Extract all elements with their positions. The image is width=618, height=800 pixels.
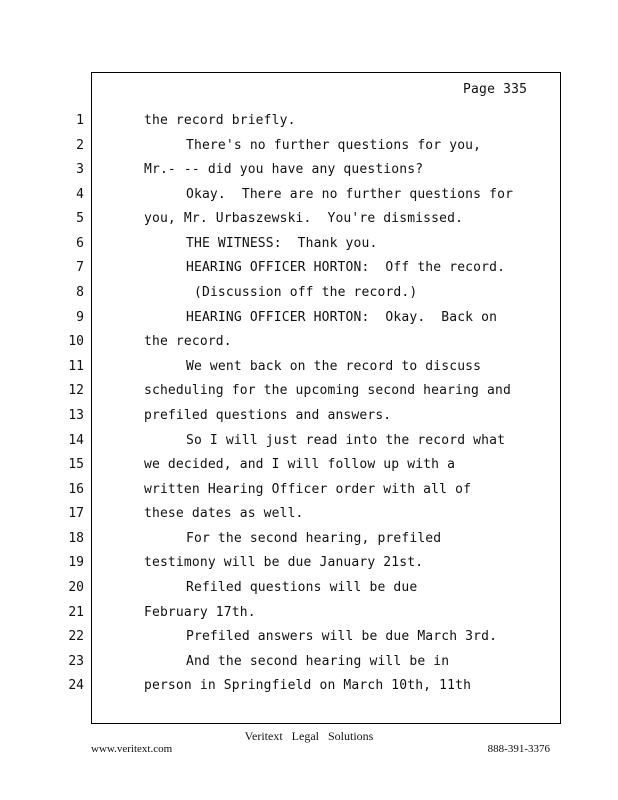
line-number: 10 (68, 334, 84, 349)
line-number: 17 (68, 506, 84, 521)
line-number: 18 (68, 531, 84, 546)
line-number: 20 (68, 580, 84, 595)
transcript-line: testimony will be due January 21st. (144, 555, 424, 570)
transcript-line: Refiled questions will be due (186, 580, 418, 595)
transcript-line: We went back on the record to discuss (186, 359, 482, 374)
transcript-line: So I will just read into the record what (186, 433, 506, 448)
transcript-line: And the second hearing will be in (186, 654, 450, 669)
line-number: 6 (76, 236, 84, 251)
line-number: 5 (76, 211, 84, 226)
line-number: 14 (68, 433, 84, 448)
transcript-line: February 17th. (144, 605, 256, 620)
footer-website: www.veritext.com (91, 743, 173, 755)
line-number: 21 (68, 605, 84, 620)
transcript-line: written Hearing Officer order with all of (144, 482, 472, 497)
footer-phone: 888-391-3376 (487, 743, 550, 755)
line-number: 16 (68, 482, 84, 497)
line-number: 23 (68, 654, 84, 669)
transcript-line: HEARING OFFICER HORTON: Off the record. (186, 260, 506, 275)
footer-company: Veritext Legal Solutions (244, 729, 374, 743)
transcript-line: THE WITNESS: Thank you. (186, 236, 378, 251)
line-number: 1 (76, 113, 84, 128)
transcript-line: we decided, and I will follow up with a (144, 457, 456, 472)
transcript-line: Prefiled answers will be due March 3rd. (186, 629, 498, 644)
line-number: 22 (68, 629, 84, 644)
line-number: 13 (68, 408, 84, 423)
line-number: 15 (68, 457, 84, 472)
transcript-line: For the second hearing, prefiled (186, 531, 442, 546)
transcript-line: (Discussion off the record.) (194, 285, 418, 300)
transcript-line: person in Springfield on March 10th, 11th (144, 678, 472, 693)
line-number: 12 (68, 383, 84, 398)
transcript-line: HEARING OFFICER HORTON: Okay. Back on (186, 310, 498, 325)
line-number: 3 (76, 162, 84, 177)
line-number: 11 (68, 359, 84, 374)
transcript-line: There's no further questions for you, (186, 138, 482, 153)
page-number: Page 335 (463, 82, 528, 97)
transcript-line: prefiled questions and answers. (144, 408, 392, 423)
line-number: 2 (76, 138, 84, 153)
line-number: 7 (76, 260, 84, 275)
transcript-line: Mr.- -- did you have any questions? (144, 162, 424, 177)
line-number: 24 (68, 678, 84, 693)
transcript-line: the record briefly. (144, 113, 296, 128)
line-number: 8 (76, 285, 84, 300)
transcript-line: Okay. There are no further questions for (186, 187, 514, 202)
line-number: 19 (68, 555, 84, 570)
line-number: 9 (76, 310, 84, 325)
transcript-line: scheduling for the upcoming second hearing and (144, 383, 511, 398)
transcript-line: these dates as well. (144, 506, 304, 521)
line-number: 4 (76, 187, 84, 202)
transcript-line: you, Mr. Urbaszewski. You're dismissed. (144, 211, 464, 226)
transcript-line: the record. (144, 334, 232, 349)
